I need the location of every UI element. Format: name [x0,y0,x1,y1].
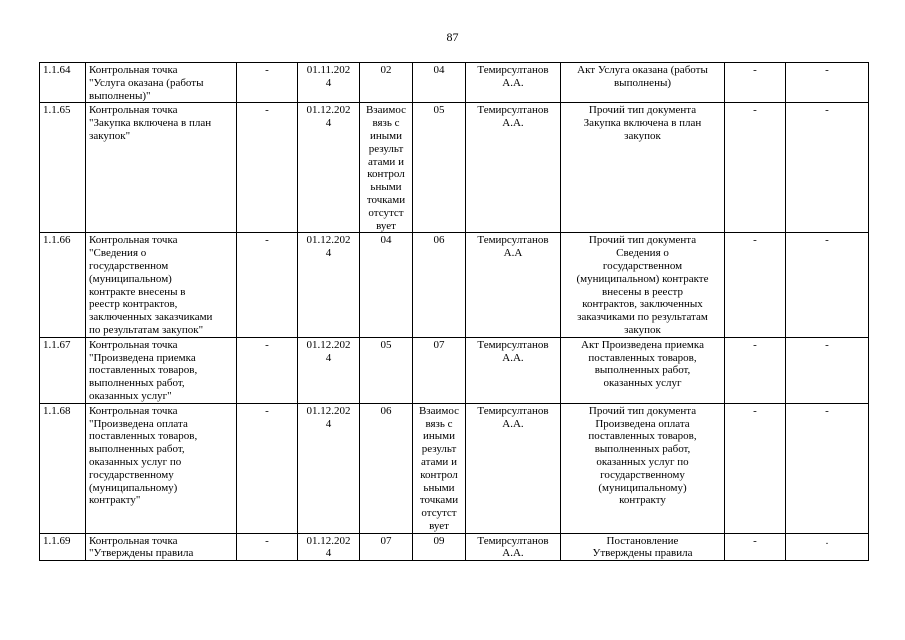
cell-control-point-name [86,403,237,533]
cell-col3: - [237,233,298,337]
cell-line: (муниципальном) [89,272,172,285]
cell-date [298,233,360,337]
cell-line: отсутст [421,507,457,520]
cell-line: поставленных товаров, [588,351,697,364]
cell-line: "Утверждены правила [89,547,194,560]
cell-line: Взаимос [418,404,460,417]
cell-line: иными [422,430,455,443]
cell-responsible [466,103,561,233]
cell-line: Темирсултанов [477,104,549,117]
cell-number: 1.1.65 [40,103,86,233]
cell-col10: . [786,533,869,561]
cell-line: Акт Услуга оказана (работы [577,64,708,76]
cell-line: ьными [370,181,402,194]
cell-control-point-name [86,103,237,233]
cell-line: А.А [503,247,523,260]
cell-line: точками [366,193,406,206]
cell-line: атами и [421,455,457,468]
cell-line: Прочий тип документа [588,104,697,117]
cell-predecessor [360,337,413,403]
cell-line: поставленных товаров, [89,430,198,443]
cell-control-point-name [86,63,237,103]
cell-responsible [466,63,561,103]
cell-line: иными [369,129,402,142]
cell-line: "Услуга оказана (работы [89,76,204,89]
cell-line: 4 [325,417,332,430]
cell-line: А.А. [502,351,524,364]
cell-date [298,103,360,233]
cell-responsible [466,403,561,533]
cell-line: Темирсултанов [477,64,549,76]
cell-line: оказанных услуг по [596,455,689,468]
cell-line: поставленных товаров, [89,364,198,377]
cell-line: 01.12.202 [306,404,351,417]
cell-predecessor [360,63,413,103]
table-row [40,337,869,403]
control-points-table [39,62,869,561]
cell-line: Темирсултанов [477,234,549,247]
cell-line: выполненных работ, [89,443,185,456]
cell-line: Взаимос [365,104,407,117]
cell-line: контракту" [89,494,141,507]
cell-line: 05 [380,338,392,351]
cell-line: заключенных заказчиками [89,311,213,324]
cell-line: закупок" [89,129,131,142]
cell-line: Закупка включена в план [583,117,702,130]
cell-line: выполнены)" [89,89,151,102]
cell-line: Сведения о [616,247,669,260]
cell-line: 4 [325,547,332,560]
table-row [40,233,869,337]
cell-line: заказчиками по результатам [577,311,708,324]
cell-line: Контрольная точка [89,64,178,76]
cell-line: (муниципальному) [89,481,178,494]
cell-col9: - [725,337,786,403]
cell-line: 01.12.202 [306,534,351,547]
table-row [40,403,869,533]
cell-col3: - [237,63,298,103]
cell-line: оказанных услуг" [89,389,172,402]
cell-col9: - [725,63,786,103]
cell-number: 1.1.64 [40,63,86,103]
cell-number: 1.1.68 [40,403,86,533]
cell-line: 06 [380,404,392,417]
cell-col9: - [725,103,786,233]
cell-line: государственному [600,468,685,481]
cell-document [561,63,725,103]
cell-line: 4 [325,351,332,364]
cell-line: 4 [325,117,332,130]
cell-line: атами и [368,155,404,168]
cell-line: Постановление [606,534,679,547]
cell-line: выполнены) [613,76,672,89]
cell-line: контракту [619,494,666,507]
cell-col9: - [725,403,786,533]
cell-line: (муниципальному) [598,481,687,494]
cell-line: Прочий тип документа [588,234,697,247]
cell-line: оказанных услуг по [89,455,182,468]
cell-col3: - [237,337,298,403]
cell-col10: - [786,103,869,233]
cell-col10: - [786,403,869,533]
cell-responsible [466,233,561,337]
cell-line: "Произведена приемка [89,351,196,364]
cell-line: Контрольная точка [89,104,178,117]
cell-col10: - [786,233,869,337]
cell-line: государственном [602,259,683,272]
cell-line: вует [376,219,396,232]
cell-line: контрол [420,468,458,481]
cell-col10: - [786,63,869,103]
cell-document [561,337,725,403]
cell-line: А.А. [502,117,524,130]
cell-date [298,533,360,561]
cell-line: Контрольная точка [89,234,178,247]
cell-line: контракте внесены в [89,285,186,298]
cell-code: 05 [413,103,466,233]
cell-line: государственном [89,259,169,272]
cell-line: Акт Произведена приемка [581,338,704,351]
cell-control-point-name [86,233,237,337]
cell-code: 07 [413,337,466,403]
cell-code: 06 [413,233,466,337]
cell-line: контрактов, заключенных [582,298,703,311]
cell-line: выполненных работ, [594,443,691,456]
cell-line: "Закупка включена в план [89,117,212,130]
cell-responsible [466,533,561,561]
cell-number: 1.1.69 [40,533,86,561]
cell-col10: - [786,337,869,403]
cell-col9: - [725,233,786,337]
cell-line: 01.12.202 [306,338,351,351]
cell-line: (муниципальном) контракте [576,272,709,285]
cell-control-point-name [86,533,237,561]
table-body [40,63,869,561]
cell-line: 07 [380,534,392,547]
cell-line: "Сведения о [89,247,147,260]
cell-line: поставленных товаров, [588,430,697,443]
cell-code [413,403,466,533]
cell-line: ьными [423,481,455,494]
cell-col3: - [237,103,298,233]
cell-line: Прочий тип документа [588,404,697,417]
cell-line: точками [419,494,459,507]
cell-code: 04 [413,63,466,103]
cell-line: Темирсултанов [477,534,549,547]
cell-line: вязь с [372,117,400,130]
cell-predecessor [360,403,413,533]
cell-line: 04 [380,234,392,247]
cell-line: выполненных работ, [594,364,691,377]
cell-col3: - [237,403,298,533]
cell-date [298,63,360,103]
cell-line: Контрольная точка [89,404,178,417]
cell-control-point-name [86,337,237,403]
table-row [40,63,869,103]
cell-line: государственному [89,468,174,481]
cell-line: 01.12.202 [306,104,351,117]
cell-code: 09 [413,533,466,561]
cell-predecessor [360,533,413,561]
cell-line: выполненных работ, [89,377,185,390]
cell-line: отсутст [368,206,404,219]
cell-number: 1.1.67 [40,337,86,403]
cell-line: Контрольная точка [89,534,178,547]
cell-line: по результатам закупок" [89,323,204,336]
cell-line: А.А. [502,547,524,560]
cell-line: реестр контрактов, [89,298,178,311]
cell-col3: - [237,533,298,561]
cell-line: "Произведена оплата [89,417,188,430]
cell-predecessor [360,103,413,233]
cell-number: 1.1.66 [40,233,86,337]
cell-line: 4 [325,247,332,260]
cell-document [561,233,725,337]
cell-line: Контрольная точка [89,338,178,351]
cell-predecessor [360,233,413,337]
table-row [40,103,869,233]
cell-line: результ [421,443,457,456]
cell-line: 02 [380,64,392,76]
cell-line: Темирсултанов [477,404,549,417]
cell-line: 01.11.202 [306,64,351,76]
cell-document [561,103,725,233]
cell-date [298,403,360,533]
cell-line: контрол [367,168,405,181]
cell-line: 01.12.202 [306,234,351,247]
cell-line: оказанных услуг [603,377,682,390]
cell-line: результ [368,142,404,155]
page-number: 87 [446,30,459,44]
cell-line: вязь с [425,417,453,430]
cell-line: А.А. [502,76,524,89]
cell-document [561,403,725,533]
cell-line: Темирсултанов [477,338,549,351]
cell-responsible [466,337,561,403]
cell-line: вует [429,519,449,532]
table-row [40,533,869,561]
cell-line: закупок [624,129,661,142]
cell-date [298,337,360,403]
cell-col9: - [725,533,786,561]
cell-document [561,533,725,561]
cell-line: А.А. [502,417,524,430]
cell-line: Произведена оплата [595,417,690,430]
cell-line: 4 [325,76,332,89]
cell-line: закупок [624,323,661,336]
cell-line: Утверждены правила [592,547,693,560]
cell-line: внесены в реестр [602,285,683,298]
